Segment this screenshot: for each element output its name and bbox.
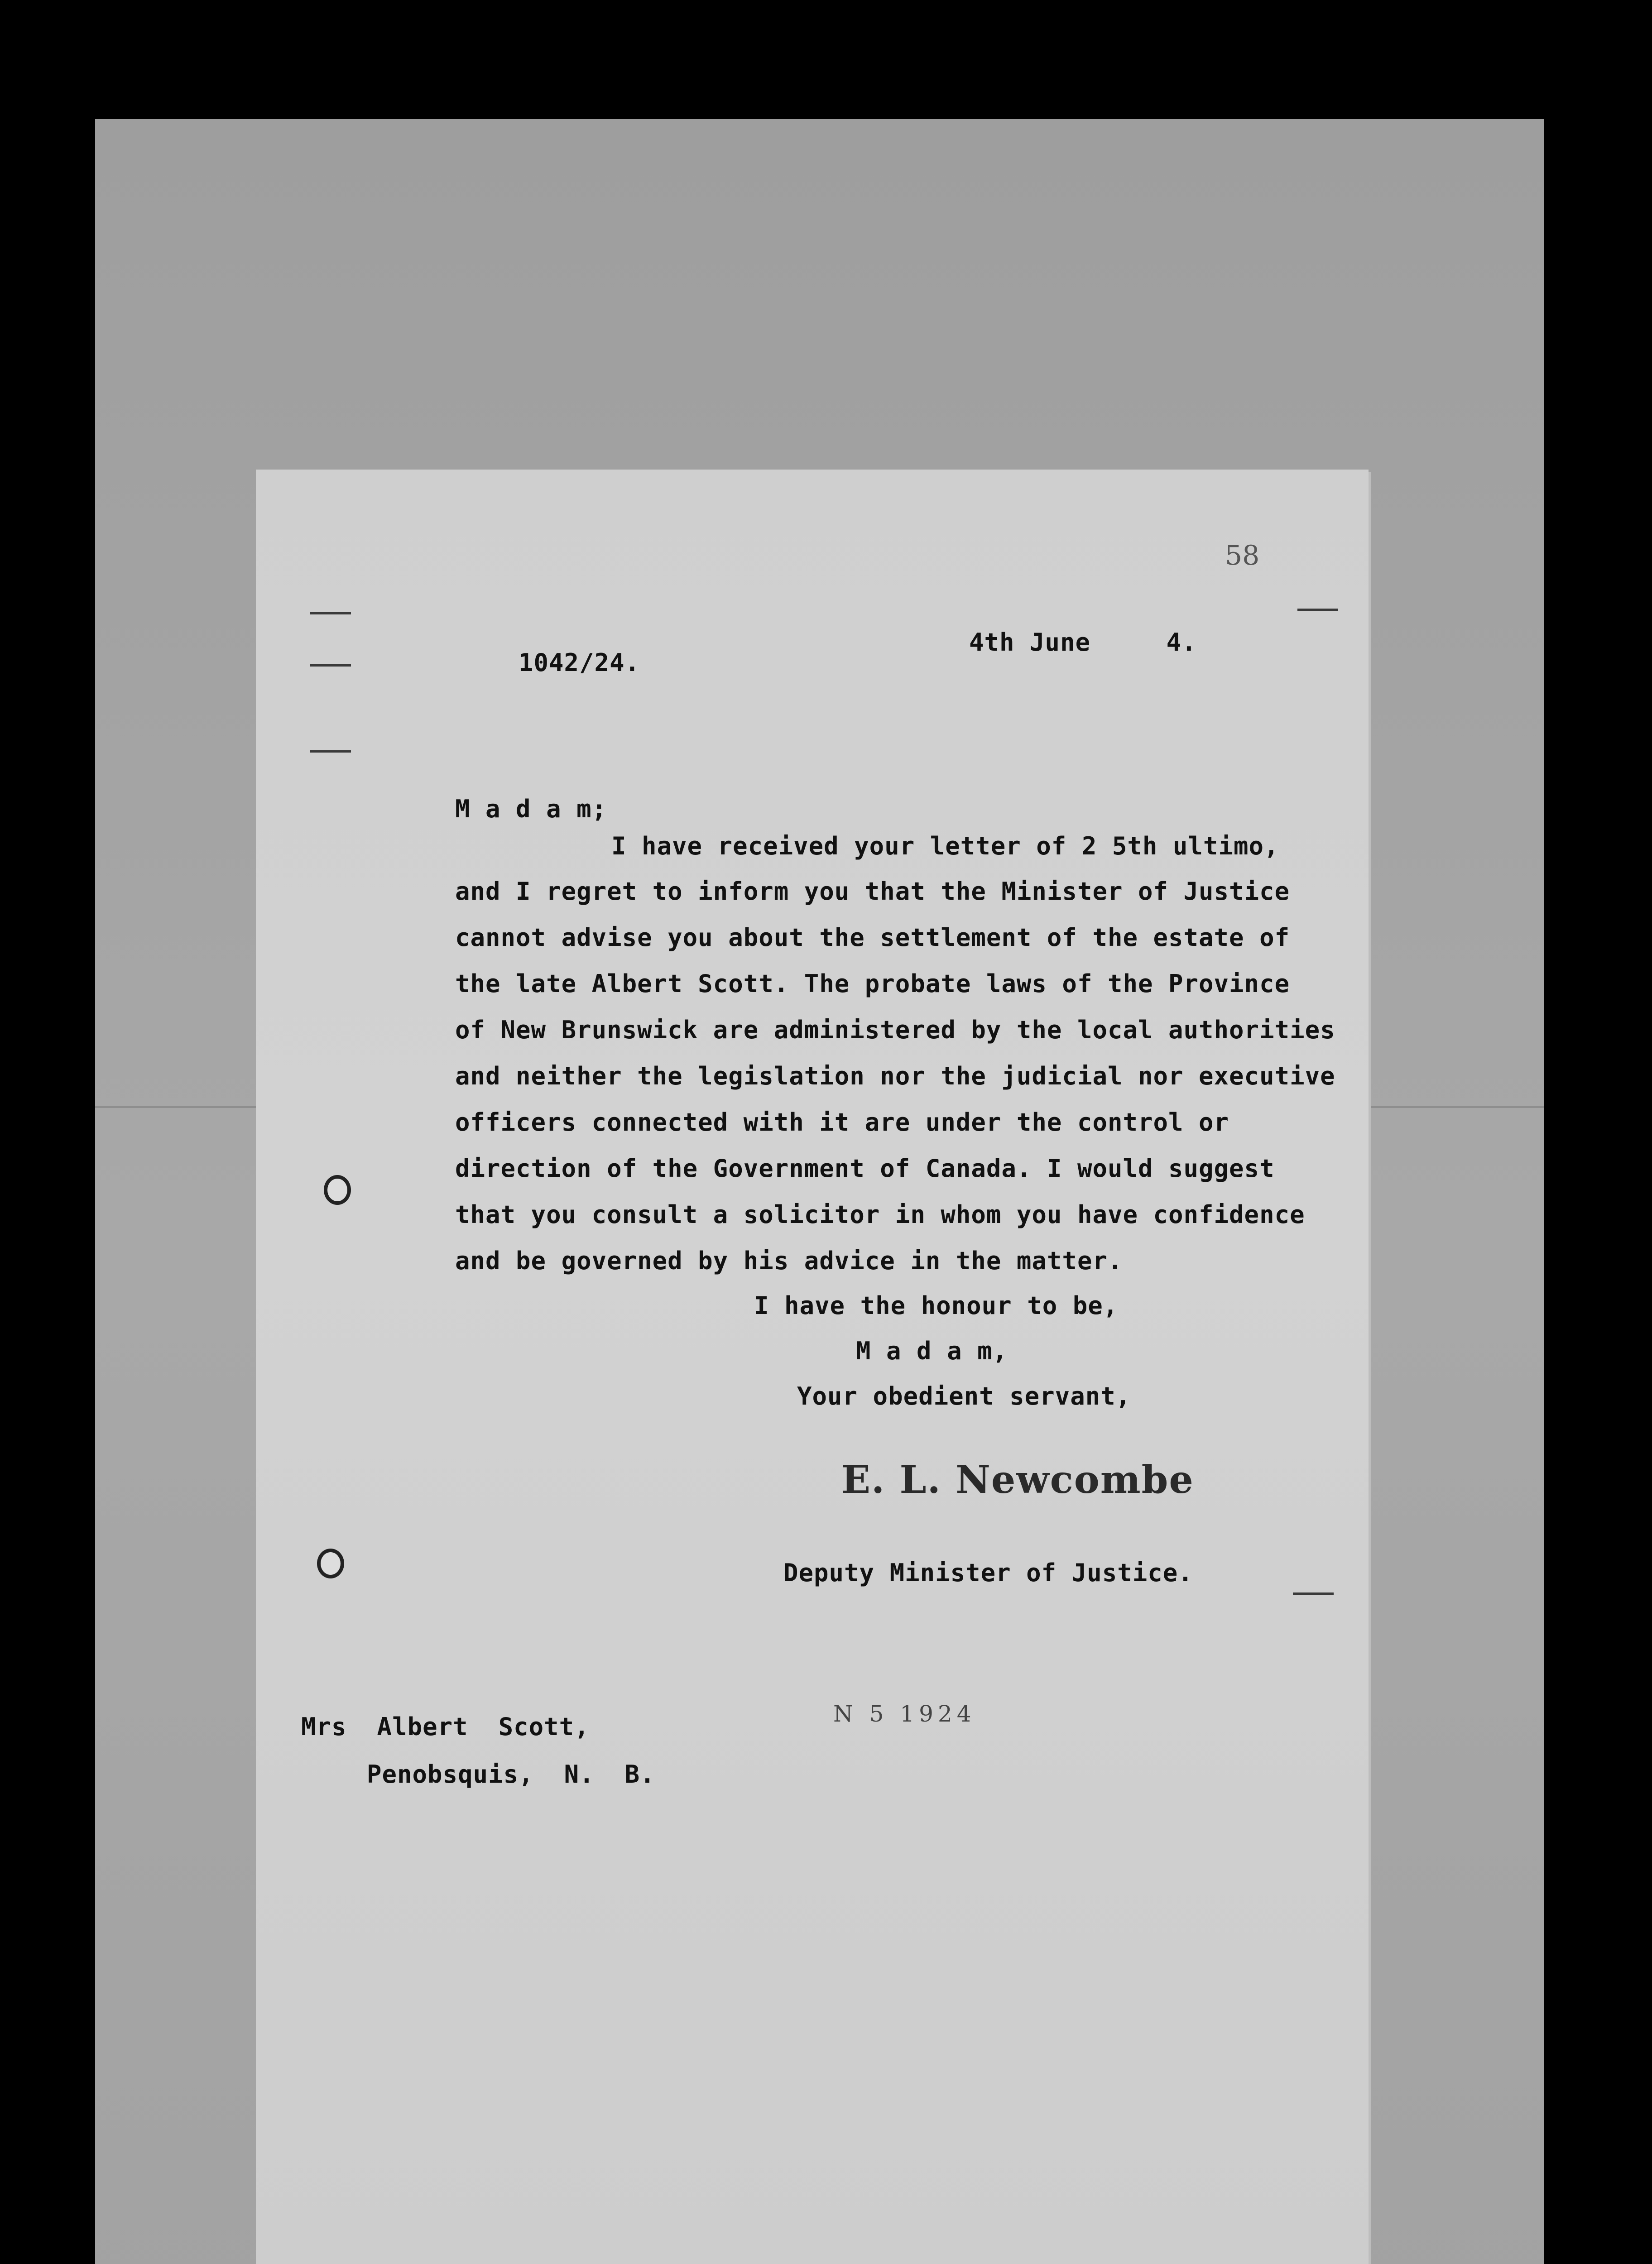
body-line: and I regret to inform you that the Minister of Justice — [455, 877, 1290, 906]
signature-stamp: E. L. Newcombe — [841, 1457, 1194, 1502]
margin-dash — [1293, 1592, 1334, 1595]
body-line: that you consult a solicitor in whom you have confidence — [455, 1200, 1305, 1229]
addressee-name: Mrs Albert Scott, — [301, 1712, 590, 1741]
letter-date: 4th June 4. — [969, 628, 1197, 657]
closing-line: M a d a m, — [856, 1337, 1008, 1365]
letter-page — [256, 470, 1369, 2264]
body-line: I have received your letter of 2 5th ultimo, — [611, 832, 1279, 860]
margin-dash — [310, 664, 351, 667]
closing-line: I have the honour to be, — [754, 1291, 1119, 1320]
punch-hole — [324, 1175, 351, 1205]
body-line: and be governed by his advice in the matter. — [455, 1247, 1123, 1275]
body-line: cannot advise you about the settlement of the estate of — [455, 923, 1290, 952]
body-line: officers connected with it are under the control or — [455, 1108, 1229, 1137]
file-number: 1042/24. — [519, 648, 640, 677]
closing-line: Your obedient servant, — [797, 1382, 1131, 1410]
body-line: and neither the legislation nor the judicial nor executive — [455, 1062, 1335, 1090]
date-stamp: N 5 1924 — [833, 1701, 976, 1727]
page-number: 58 — [1225, 540, 1260, 571]
salutation: M a d a m; — [455, 795, 607, 823]
addressee-place: Penobsquis, N. B. — [367, 1760, 655, 1789]
punch-hole — [317, 1549, 344, 1578]
body-line: the late Albert Scott. The probate laws of the Province — [455, 969, 1290, 998]
margin-dash — [310, 612, 351, 614]
body-line: direction of the Government of Canada. I would suggest — [455, 1154, 1275, 1183]
signer-title: Deputy Minister of Justice. — [783, 1559, 1193, 1587]
margin-dash — [1297, 609, 1338, 611]
body-line: of New Brunswick are administered by the local authorities — [455, 1016, 1335, 1044]
margin-dash — [310, 750, 351, 753]
